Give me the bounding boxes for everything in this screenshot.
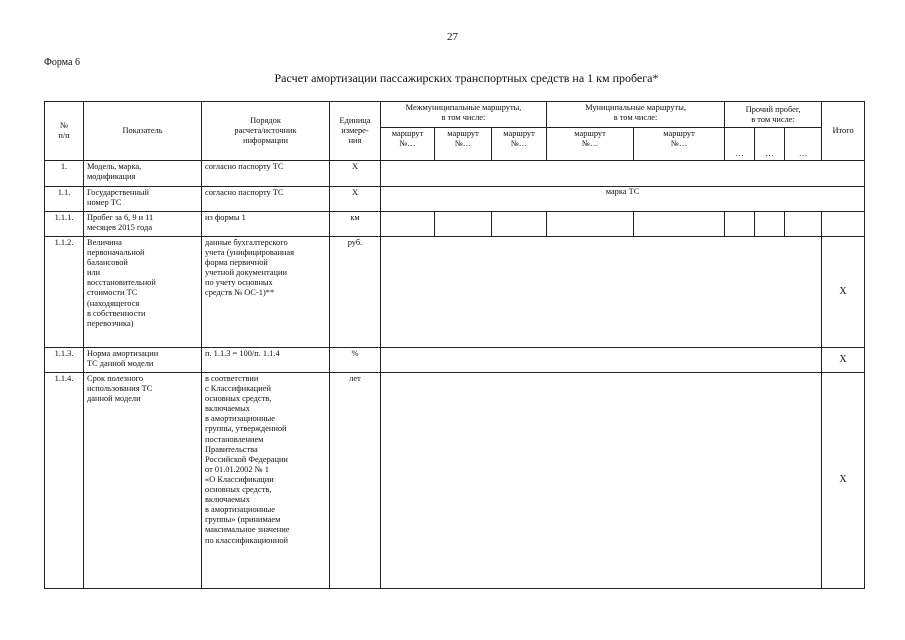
header-total: Итого — [822, 102, 865, 161]
row-num: 1. — [45, 161, 84, 187]
row-method: согласно паспорту ТС — [202, 161, 330, 187]
value-cell — [547, 212, 634, 237]
route-header: маршрут №… — [381, 128, 435, 161]
header-unit: Единица измере- ния — [330, 102, 381, 161]
row-method: в соответствии с Классификацией основных средств, включаемых в амортизационные группы, утвержденной постановлением Правительства Российской Федерации от 01.01.2002 № 1 «О Классификации основных средств, включаемых в амортизационные группы» (принимаем максимальное значение по классификационной — [202, 373, 330, 589]
value-cell — [755, 212, 785, 237]
row-num: 1.1. — [45, 187, 84, 212]
other-dots: … — [725, 128, 755, 161]
row-unit: Х — [330, 161, 381, 187]
table-row — [45, 348, 865, 373]
row-num: 1.1.2. — [45, 237, 84, 348]
page-number: 27 — [447, 31, 458, 43]
route-header: маршрут №… — [634, 128, 725, 161]
amortization-table — [44, 101, 865, 589]
row-indicator: Срок полезного использования ТС данной модели — [84, 373, 202, 589]
table-row — [45, 237, 865, 348]
row-values: марка ТС — [381, 187, 865, 212]
header-municipal: Муниципальные маршруты, в том числе: — [547, 102, 725, 128]
row-total: Х — [822, 348, 865, 373]
row-indicator: Модель, марка, модификация — [84, 161, 202, 187]
row-unit: лет — [330, 373, 381, 589]
value-cell — [785, 212, 822, 237]
table-row — [45, 212, 865, 237]
row-indicator: Норма амортизации ТС данной модели — [84, 348, 202, 373]
value-cell — [381, 212, 435, 237]
row-values — [381, 237, 822, 348]
route-header: маршрут №… — [435, 128, 492, 161]
row-method: согласно паспорту ТС — [202, 187, 330, 212]
row-method: из формы 1 — [202, 212, 330, 237]
table-row — [45, 187, 865, 212]
row-total: Х — [822, 237, 865, 348]
table-row — [45, 161, 865, 187]
row-indicator: Величина первоначальной балансовой или восстановительной стоимости ТС (находящегося в собственности перевозчика) — [84, 237, 202, 348]
row-unit: руб. — [330, 237, 381, 348]
row-num: 1.1.3. — [45, 348, 84, 373]
row-indicator: Пробег за 6, 9 и 11 месяцев 2015 года — [84, 212, 202, 237]
row-unit: км — [330, 212, 381, 237]
header-intermunicipal: Межмуниципальные маршруты, в том числе: — [381, 102, 547, 128]
row-values — [381, 161, 865, 187]
row-method: п. 1.1.3 = 100/п. 1.1.4 — [202, 348, 330, 373]
header-num: № п/п — [45, 102, 84, 161]
header-other: Прочий пробег, в том числе: — [725, 102, 822, 128]
route-header: маршрут №… — [492, 128, 547, 161]
value-cell — [822, 212, 865, 237]
form-label: Форма 6 — [44, 57, 80, 68]
row-unit: % — [330, 348, 381, 373]
value-cell — [634, 212, 725, 237]
value-cell — [492, 212, 547, 237]
route-header: маршрут №… — [547, 128, 634, 161]
row-unit: Х — [330, 187, 381, 212]
row-total: Х — [822, 373, 865, 589]
table-row — [45, 373, 865, 589]
row-num: 1.1.4. — [45, 373, 84, 589]
value-cell — [725, 212, 755, 237]
row-values — [381, 373, 822, 589]
row-indicator: Государственный номер ТС — [84, 187, 202, 212]
row-num: 1.1.1. — [45, 212, 84, 237]
row-values — [381, 348, 822, 373]
header-indicator: Показатель — [84, 102, 202, 161]
value-cell — [435, 212, 492, 237]
other-dots: … — [755, 128, 785, 161]
other-dots: … — [785, 128, 822, 161]
header-method: Порядок расчета/источник информации — [202, 102, 330, 161]
row-method: данные бухгалтерского учета (унифицированная форма первичной учетной документации по учету основных средств № ОС-1)** — [202, 237, 330, 348]
document-title: Расчет амортизации пассажирских транспортных средств на 1 км пробега* — [274, 71, 659, 85]
